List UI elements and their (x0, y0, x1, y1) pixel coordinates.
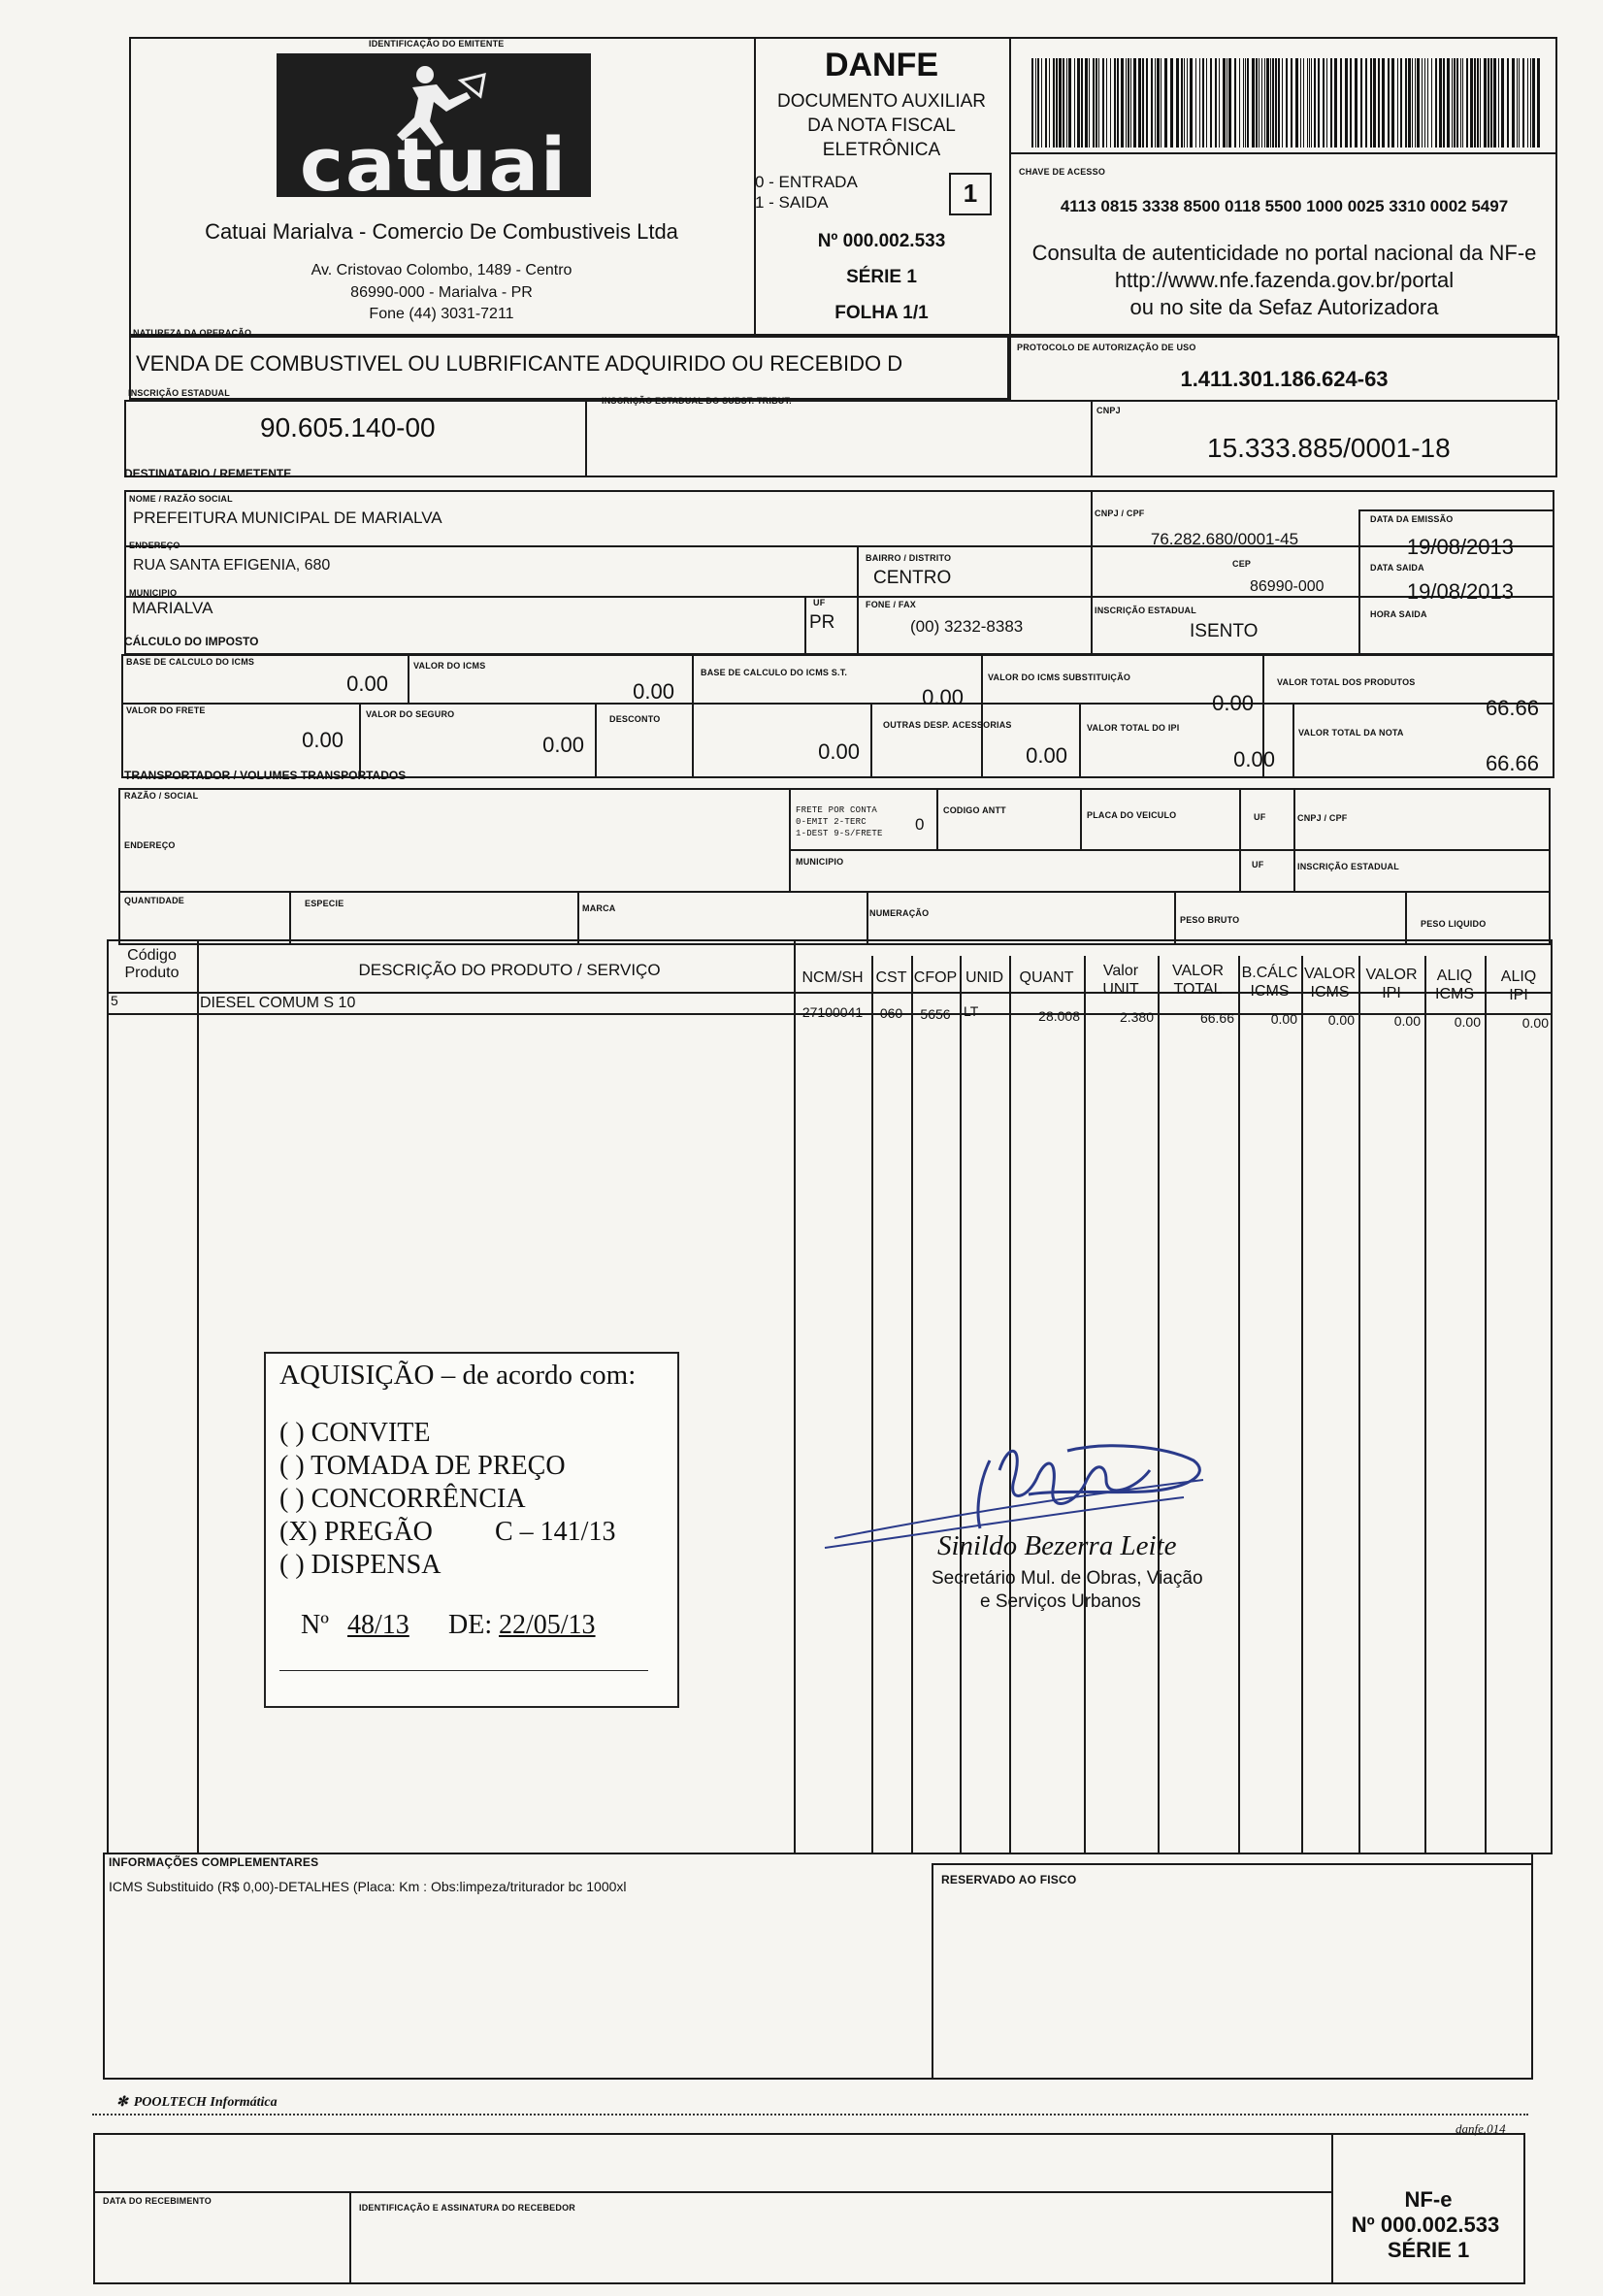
th-aicms-2: ICMS (1435, 986, 1474, 1002)
protocolo-value: 1.411.301.186.624-63 (1180, 367, 1389, 391)
barcode-bar (1340, 58, 1342, 148)
protocolo-label: PROTOCOLO DE AUTORIZAÇÃO DE USO (1017, 343, 1196, 352)
barcode-bar (1295, 58, 1298, 148)
outras-label: OUTRAS DESP. ACESSORIAS (883, 720, 1012, 730)
stamp-convite: ( ) CONVITE (279, 1418, 431, 1448)
stamp-title: AQUISIÇÃO – de acordo com: (279, 1360, 637, 1391)
barcode-bar (1282, 58, 1283, 148)
barcode-bar (1388, 58, 1390, 148)
barcode-bar (1035, 58, 1036, 148)
barcode-bar (1151, 58, 1153, 148)
stamp-pregao: (X) PREGÃO (279, 1517, 433, 1547)
barcode-bar (1400, 58, 1402, 148)
barcode-bar (1059, 58, 1062, 148)
dest-bairro-label: BAIRRO / DISTRITO (866, 553, 952, 563)
barcode-bar (1466, 58, 1468, 148)
barcode-bar (1049, 58, 1050, 148)
barcode-bar (1228, 58, 1231, 148)
logo-text: catuai (299, 121, 569, 208)
outras: 0.00 (1026, 743, 1067, 768)
barcode-bar (1417, 58, 1420, 148)
barcode-bar (1447, 58, 1450, 148)
th-vtotal-1: VALOR (1171, 963, 1225, 979)
barcode-bar (1378, 58, 1380, 148)
barcode-bar (1181, 58, 1183, 148)
danfe-title: DANFE (824, 47, 939, 83)
barcode-bar (1278, 58, 1280, 148)
total-prod: 66.66 (1485, 696, 1539, 720)
barcode-bar (1291, 58, 1292, 148)
dest-municipio-label: MUNICIPIO (129, 588, 178, 598)
natureza-value: VENDA DE COMBUSTIVEL OU LUBRIFICANTE ADQUIRIDO OU RECEBIDO D (136, 351, 903, 376)
assinatura-label: IDENTIFICAÇÃO E ASSINATURA DO RECEBEDOR (359, 2203, 575, 2213)
barcode-bar (1537, 58, 1540, 148)
danfe-numero: Nº 000.002.533 (817, 231, 946, 251)
icms-st-label: VALOR DO ICMS SUBSTITUIÇÃO (988, 672, 1131, 682)
danfe-line3: ELETRÔNICA (822, 140, 941, 160)
dest-municipio: MARIALVA (132, 599, 213, 617)
barcode-bar (1530, 58, 1531, 148)
barcode-bar (1307, 58, 1308, 148)
dest-fone-label: FONE / FAX (866, 600, 917, 609)
dest-fone: (00) 3232-8383 (910, 617, 1024, 636)
barcode-bar (1270, 58, 1271, 148)
danfe-saida: 1 - SAIDA (755, 193, 829, 212)
dest-cep: 86990-000 (1250, 578, 1325, 595)
barcode-bar (1439, 58, 1442, 148)
barcode-bar (1252, 58, 1255, 148)
barcode-bar (1146, 58, 1148, 148)
th-vipi-2: IPI (1382, 985, 1401, 1001)
consulta-line2: http://www.nfe.fazenda.gov.br/portal (1114, 268, 1455, 292)
barcode-bar (1085, 58, 1088, 148)
info-text: ICMS Substituido (R$ 0,00)-DETALHES (Placa: Km : Obs:limpeza/triturador bc 1000xl (109, 1879, 627, 1894)
canhoto-block (93, 2133, 1525, 2284)
transp-uf2-label: UF (1252, 860, 1264, 869)
dest-endereco: RUA SANTA EFIGENIA, 680 (133, 557, 331, 574)
footer-brand (116, 2094, 278, 2111)
gear-icon: ✻ (116, 2095, 128, 2110)
transporte-section: TRANSPORTADOR / VOLUMES TRANSPORTADOS (124, 769, 407, 782)
barcode-bar (1053, 58, 1055, 148)
desconto: 0.00 (818, 739, 860, 764)
barcode-bar (1480, 58, 1481, 148)
barcode-bar (1490, 58, 1492, 148)
barcode-bar (1077, 58, 1080, 148)
stamp-pregao-num: C – 141/13 (495, 1517, 616, 1547)
signature-name: Sinildo Bezerra Leite (937, 1530, 1177, 1561)
bc-st-label: BASE DE CALCULO DO ICMS S.T. (701, 668, 848, 677)
dotted-separator (92, 2114, 1528, 2116)
barcode-bar (1275, 58, 1277, 148)
total-nota: 66.66 (1485, 751, 1539, 775)
dest-nome-label: NOME / RAZÃO SOCIAL (129, 494, 233, 504)
barcode-bar (1427, 58, 1428, 148)
cnpj-emit-label: CNPJ (1096, 406, 1121, 415)
danfe-tipo: 1 (963, 179, 978, 208)
barcode-bar (1247, 58, 1249, 148)
placa-label: PLACA DO VEICULO (1087, 810, 1177, 820)
barcode-bar (1202, 58, 1204, 148)
dest-saida: 19/08/2013 (1406, 579, 1514, 604)
danfe-serie: SÉRIE 1 (846, 267, 917, 287)
barcode-bar (1431, 58, 1432, 148)
item-descricao: DIESEL COMUM S 10 (200, 995, 356, 1011)
item-codigo: 5 (111, 993, 118, 1008)
frete-conta-value: 0 (915, 815, 925, 834)
acquisition-stamp (264, 1352, 679, 1708)
barcode-bar (1219, 58, 1220, 148)
dest-bairro: CENTRO (873, 568, 952, 588)
frete: 0.00 (302, 728, 344, 752)
danfe-line2: DA NOTA FISCAL (807, 115, 956, 136)
th-aicms-1: ALIQ (1436, 968, 1473, 984)
barcode-bar (1323, 58, 1325, 148)
emitente-section-label: IDENTIFICAÇÃO DO EMITENTE (369, 39, 505, 49)
barcode-bar (1412, 58, 1413, 148)
barcode-bar (1256, 58, 1258, 148)
th-vipi-1: VALOR (1365, 967, 1418, 983)
barcode-bar (1373, 58, 1376, 148)
item-unid: LT (964, 1003, 979, 1019)
barcode-bar (1056, 58, 1058, 148)
imposto-section: CÁLCULO DO IMPOSTO (124, 635, 259, 648)
recebimento-label: DATA DO RECEBIMENTO (103, 2196, 212, 2206)
barcode-bar (1215, 58, 1217, 148)
inscricao-label: INSCRIÇÃO ESTADUAL (128, 388, 230, 398)
barcode-bar (1470, 58, 1473, 148)
barcode-bar (1314, 58, 1316, 148)
barcode-bar (1443, 58, 1445, 148)
barcode-bar (1391, 58, 1394, 148)
barcode-bar (1098, 58, 1099, 148)
th-vicms-2: ICMS (1310, 984, 1350, 1000)
th-quant: QUANT (1019, 969, 1074, 986)
dest-ie-label: INSCRIÇÃO ESTADUAL (1095, 606, 1196, 615)
footer-serie: SÉRIE 1 (1387, 2238, 1470, 2262)
barcode-bar (1164, 58, 1167, 148)
transp-ie-label: INSCRIÇÃO ESTADUAL (1297, 862, 1399, 871)
barcode-bar (1126, 58, 1127, 148)
barcode-bar (1037, 58, 1039, 148)
frete-conta-l3: 1-DEST 9-S/FRETE (796, 829, 883, 838)
item-aicms: 0.00 (1454, 1014, 1481, 1030)
dest-emissao: 19/08/2013 (1406, 535, 1514, 559)
item-cst: 060 (879, 1005, 903, 1021)
barcode-bar (1243, 58, 1244, 148)
th-aipi-1: ALIQ (1500, 968, 1537, 985)
barcode-bar (1239, 58, 1240, 148)
frete-label: VALOR DO FRETE (126, 705, 206, 715)
barcode-bar (1102, 58, 1104, 148)
barcode-bar (1170, 58, 1173, 148)
barcode-bar (1245, 58, 1246, 148)
stamp-tomada: ( ) TOMADA DE PREÇO (279, 1451, 566, 1481)
barcode-bar (1045, 58, 1047, 148)
inscricao-st-label: INSCRIÇÃO ESTADUAL DO SUBST. TRIBUT. (602, 396, 792, 406)
barcode-bar (1155, 58, 1156, 148)
footer-code: danfe.014 (1456, 2121, 1506, 2136)
barcode-bar (1532, 58, 1535, 148)
barcode-bar (1206, 58, 1207, 148)
footer-numero: Nº 000.002.533 (1351, 2213, 1500, 2237)
barcode-bar (1223, 58, 1226, 148)
barcode-bar (1133, 58, 1136, 148)
th-aipi-2: IPI (1509, 987, 1528, 1003)
barcode-bar (1501, 58, 1504, 148)
barcode-bar (1068, 58, 1071, 148)
stamp-concorrencia: ( ) CONCORRÊNCIA (279, 1484, 526, 1514)
stamp-num: 48/13 (347, 1610, 409, 1640)
barcode-bar (1128, 58, 1129, 148)
barcode-bar (1318, 58, 1320, 148)
emitente-phone: Fone (44) 3031-7211 (369, 306, 514, 322)
item-vipi: 0.00 (1393, 1013, 1421, 1029)
barcode-bar (1435, 58, 1437, 148)
frete-conta-l1: FRETE POR CONTA (796, 805, 878, 815)
inscricao-value: 90.605.140-00 (260, 412, 436, 443)
stamp-date: 22/05/13 (499, 1610, 596, 1640)
barcode-bar (1330, 58, 1332, 148)
th-unid: UNID (965, 969, 1004, 986)
fisco-label: RESERVADO AO FISCO (941, 1873, 1077, 1886)
dest-emissao-label: DATA DA EMISSÃO (1370, 514, 1454, 524)
th-bc-2: ICMS (1250, 983, 1290, 1000)
barcode-bar (1261, 58, 1262, 148)
dest-hora-label: HORA SAIDA (1370, 609, 1427, 619)
signature-role1: Secretário Mul. de Obras, Viação (932, 1568, 1203, 1589)
item-vunit: 2.380 (1119, 1009, 1154, 1025)
barcode-bar (1408, 58, 1411, 148)
barcode-bar (1355, 58, 1358, 148)
barcode-bar (1184, 58, 1185, 148)
barcode-bar (1512, 58, 1515, 148)
item-ncm: 27100041 (802, 1004, 864, 1020)
footer-brand-text: POOLTECH Informática (133, 2095, 278, 2110)
dest-saida-label: DATA SAIDA (1370, 563, 1424, 573)
dest-cnpj: 76.282.680/0001-45 (1150, 530, 1299, 548)
barcode-bar (1424, 58, 1425, 148)
dest-uf: PR (809, 612, 835, 633)
barcode-bar (1259, 58, 1260, 148)
dest-cnpj-label: CNPJ / CPF (1095, 508, 1145, 518)
peso-bruto-label: PESO BRUTO (1180, 915, 1240, 925)
barcode-bar (1286, 58, 1288, 148)
company-logo (277, 53, 591, 208)
barcode-bar (1081, 58, 1083, 148)
barcode-bar (1382, 58, 1385, 148)
info-label: INFORMAÇÕES COMPLEMENTARES (109, 1855, 319, 1869)
barcode-bar (1157, 58, 1160, 148)
barcode-bar (1309, 58, 1310, 148)
bc-icms: 0.00 (346, 672, 388, 696)
th-cfop: CFOP (913, 969, 958, 986)
barcode-bar (1074, 58, 1075, 148)
consulta-line3: ou no site da Sefaz Autorizadora (1129, 295, 1439, 319)
barcode-bar (1498, 58, 1499, 148)
chave-value: 4113 0815 3338 8500 0118 5500 1000 0025 3310 0002 5497 (1060, 197, 1509, 215)
especie-label: ESPECIE (305, 899, 344, 908)
th-vunit-1: Valor (1102, 963, 1139, 979)
peso-liquido-label: PESO LIQUIDO (1421, 919, 1487, 929)
transp-endereco-label: ENDEREÇO (124, 840, 176, 850)
barcode-bar (1089, 58, 1090, 148)
dest-uf-label: UF (813, 598, 826, 607)
natureza-label: NATUREZA DA OPERAÇÃO (133, 328, 252, 338)
dest-ie: ISENTO (1190, 621, 1259, 641)
th-codigo-2: Produto (124, 965, 180, 981)
barcode-bar (1477, 58, 1479, 148)
barcode-bar (1199, 58, 1200, 148)
barcode-bar (1397, 58, 1398, 148)
th-vicms-1: VALOR (1303, 966, 1357, 982)
barcode-bar (1334, 58, 1337, 148)
icms-st: 0.00 (1212, 691, 1254, 715)
danfe-line1: DOCUMENTO AUXILIAR (776, 91, 987, 112)
barcode-bar (1452, 58, 1453, 148)
th-bc-1: B.CÁLC (1241, 965, 1298, 981)
barcode-bar (1195, 58, 1196, 148)
transp-razao-label: RAZÃO / SOCIAL (124, 791, 199, 801)
barcode-bar (1415, 58, 1416, 148)
stamp-num-prefix: Nº (301, 1610, 329, 1640)
item-cfop: 5656 (920, 1006, 951, 1022)
barcode-bar (1264, 58, 1265, 148)
barcode-bar (1474, 58, 1476, 148)
barcode-bar (1130, 58, 1131, 148)
th-cst: CST (875, 969, 907, 986)
th-descricao: DESCRIÇÃO DO PRODUTO / SERVIÇO (358, 961, 661, 979)
danfe-folha: FOLHA 1/1 (834, 303, 929, 323)
barcode-bar (1527, 58, 1528, 148)
barcode (1031, 58, 1543, 148)
barcode-bar (1460, 58, 1461, 148)
barcode-bar (1063, 58, 1064, 148)
barcode-bar (1422, 58, 1423, 148)
destinatario-section: DESTINATARIO / REMETENTE (124, 467, 292, 480)
cnpj-emit-value: 15.333.885/0001-18 (1207, 433, 1451, 463)
item-aipi: 0.00 (1521, 1015, 1549, 1031)
transp-uf-label: UF (1254, 812, 1266, 822)
bc-icms-label: BASE DE CALCULO DO ICMS (126, 657, 255, 667)
barcode-bar (1365, 58, 1367, 148)
item-bc: 0.00 (1270, 1011, 1297, 1027)
barcode-bar (1522, 58, 1524, 148)
emitente-name: Catuai Marialva - Comercio De Combustiveis Ltda (205, 219, 678, 244)
barcode-bar (1350, 58, 1352, 148)
dest-endereco-label: ENDEREÇO (129, 541, 180, 550)
bc-st: 0.00 (922, 685, 964, 709)
barcode-bar (1311, 58, 1312, 148)
emitente-address: Av. Cristovao Colombo, 1489 - Centro (311, 262, 572, 279)
barcode-bar (1138, 58, 1141, 148)
barcode-bar (1106, 58, 1107, 148)
barcode-bar (1493, 58, 1496, 148)
desconto-label: DESCONTO (609, 714, 661, 724)
barcode-bar (1345, 58, 1348, 148)
item-vtotal: 66.66 (1199, 1010, 1234, 1026)
frete-conta-l2: 0-EMIT 2-TERC (796, 817, 867, 827)
barcode-bar (1210, 58, 1212, 148)
barcode-bar (1041, 58, 1042, 148)
qtd-label: QUANTIDADE (124, 896, 184, 905)
barcode-bar (1303, 58, 1304, 148)
th-vtotal-2: TOTAL (1173, 981, 1223, 998)
th-codigo-1: Código (127, 947, 177, 964)
icms-label: VALOR DO ICMS (413, 661, 486, 671)
barcode-bar (1454, 58, 1456, 148)
barcode-bar (1488, 58, 1489, 148)
barcode-bar (1507, 58, 1509, 148)
barcode-bar (1031, 58, 1033, 148)
barcode-bar (1360, 58, 1362, 148)
barcode-bar (1176, 58, 1179, 148)
dest-nome: PREFEITURA MUNICIPAL DE MARIALVA (133, 508, 442, 527)
barcode-bar (1370, 58, 1372, 148)
barcode-bar (1456, 58, 1458, 148)
th-vunit-2: UNIT (1102, 981, 1139, 998)
total-prod-label: VALOR TOTAL DOS PRODUTOS (1277, 677, 1416, 687)
barcode-bar (1187, 58, 1188, 148)
barcode-bar (1484, 58, 1487, 148)
antt-label: CODIGO ANTT (943, 805, 1006, 815)
barcode-bar (1462, 58, 1463, 148)
barcode-bar (1519, 58, 1520, 148)
icms: 0.00 (633, 679, 674, 704)
ipi-label: VALOR TOTAL DO IPI (1087, 723, 1180, 733)
barcode-bar (1093, 58, 1095, 148)
stamp-signature-line (279, 1670, 648, 1671)
barcode-bar (1272, 58, 1274, 148)
barcode-bar (1121, 58, 1124, 148)
barcode-bar (1117, 58, 1119, 148)
barcode-bar (1266, 58, 1269, 148)
barcode-bar (1114, 58, 1116, 148)
barcode-bar (1517, 58, 1518, 148)
barcode-bar (1096, 58, 1097, 148)
emitente-city: 86990-000 - Marialva - PR (350, 284, 533, 301)
stamp-dispensa: ( ) DISPENSA (279, 1550, 442, 1580)
barcode-bar (1110, 58, 1111, 148)
barcode-bar (1326, 58, 1327, 148)
danfe-entrada: 0 - ENTRADA (755, 173, 858, 191)
footer-nfe: NF-e (1404, 2187, 1453, 2212)
dest-cep-label: CEP (1232, 559, 1252, 569)
stamp-de: DE: (448, 1610, 493, 1640)
marca-label: MARCA (582, 903, 616, 913)
ipi: 0.00 (1233, 747, 1275, 771)
barcode-bar (1142, 58, 1144, 148)
barcode-bar (1190, 58, 1193, 148)
th-ncm: NCM/SH (802, 969, 864, 986)
barcode-bar (1234, 58, 1236, 148)
seguro-label: VALOR DO SEGURO (366, 709, 455, 719)
numeracao-label: NUMERAÇÃO (869, 908, 930, 918)
barcode-bar (1405, 58, 1407, 148)
barcode-bar (1300, 58, 1301, 148)
total-nota-label: VALOR TOTAL DA NOTA (1298, 728, 1404, 738)
item-vicms: 0.00 (1327, 1012, 1355, 1028)
barcode-bar (1066, 58, 1067, 148)
chave-label: CHAVE DE ACESSO (1019, 167, 1106, 177)
seguro: 0.00 (542, 733, 584, 757)
consulta-line1: Consulta de autenticidade no portal nacional da NF-e (1031, 241, 1537, 265)
transp-cnpj-label: CNPJ / CPF (1297, 813, 1348, 823)
item-quant: 28.008 (1038, 1008, 1080, 1024)
transp-municipio-label: MUNICIPIO (796, 857, 844, 867)
signature-role2: e Serviços Urbanos (980, 1591, 1141, 1612)
